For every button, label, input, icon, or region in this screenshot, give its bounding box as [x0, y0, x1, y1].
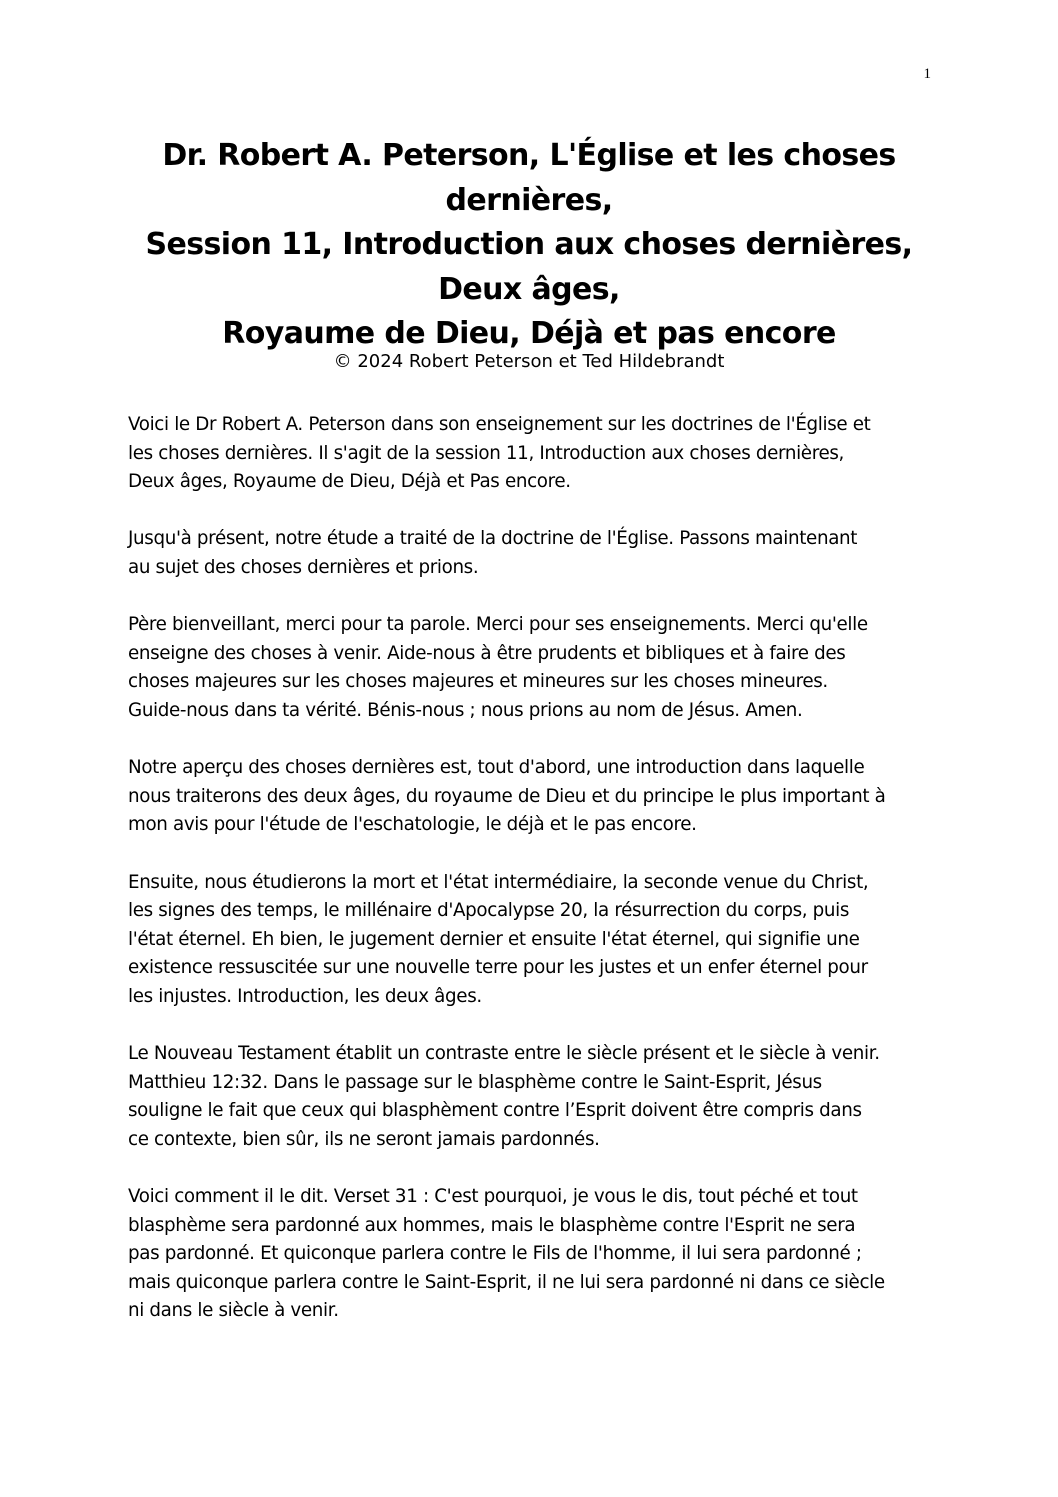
- paragraph-line: nous traiterons des deux âges, du royaume de Dieu et du principe le plus important à: [128, 785, 886, 807]
- paragraph: [128, 611, 940, 725]
- paragraph-line: Voici le Dr Robert A. Peterson dans son enseignement sur les doctrines de l'Église et: [128, 414, 871, 435]
- document-body: [128, 411, 940, 1355]
- paragraph: [128, 525, 940, 582]
- paragraph-line: Père bienveillant, merci pour ta parole. Merci pour ses enseignements. Merci qu'elle: [128, 614, 868, 636]
- paragraph: [128, 411, 940, 497]
- paragraph-line: Deux âges, Royaume de Dieu, Déjà et Pas encore.: [128, 471, 571, 493]
- paragraph-line: Matthieu 12:32. Dans le passage sur le blasphème contre le Saint-Esprit, Jésus: [128, 1071, 822, 1093]
- paragraph-line: mon avis pour l'étude de l'eschatologie, le déjà et le pas encore.: [128, 814, 697, 836]
- document-header: [128, 134, 930, 377]
- paragraph-line: enseigne des choses à venir. Aide-nous à être prudents et bibliques et à faire des: [128, 642, 846, 664]
- title-line: Dr. Robert A. Peterson, L'Église et les choses: [162, 138, 896, 173]
- title-line: Royaume de Dieu, Déjà et pas encore: [222, 316, 836, 351]
- paragraph: [128, 869, 940, 1012]
- paragraph-line: au sujet des choses dernières et prions.: [128, 556, 479, 578]
- paragraph-line: choses majeures sur les choses majeures et mineures sur les choses mineures.: [128, 671, 828, 693]
- paragraph-line: Guide-nous dans ta vérité. Bénis-nous ; nous prions au nom de Jésus. Amen.: [128, 699, 803, 721]
- page-number: 1: [923, 66, 931, 82]
- paragraph-line: Le Nouveau Testament établit un contraste entre le siècle présent et le siècle à venir.: [128, 1043, 880, 1065]
- paragraph-line: existence ressuscitée sur une nouvelle terre pour les justes et un enfer éternel pour: [128, 957, 868, 979]
- paragraph-line: les signes des temps, le millénaire d'Apocalypse 20, la résurrection du corps, puis: [128, 900, 850, 922]
- paragraph-line: pas pardonné. Et quiconque parlera contre le Fils de l'homme, il lui sera pardonné ;: [128, 1243, 862, 1265]
- paragraph-line: souligne le fait que ceux qui blasphèment contre l’Esprit doivent être compris dans: [128, 1100, 862, 1122]
- title-line: Session 11, Introduction aux choses dernières,: [145, 227, 913, 262]
- paragraph: [128, 1183, 940, 1326]
- copyright-notice: © 2024 Robert Peterson et Ted Hildebrandt: [333, 350, 725, 372]
- paragraph-line: ni dans le siècle à venir.: [128, 1300, 339, 1322]
- paragraph-line: Ensuite, nous étudierons la mort et l'état intermédiaire, la seconde venue du Christ,: [128, 871, 869, 893]
- title-line: Deux âges,: [438, 271, 620, 307]
- paragraph-line: l'état éternel. Eh bien, le jugement dernier et ensuite l'état éternel, qui signifie une: [128, 928, 860, 950]
- paragraph-line: ce contexte, bien sûr, ils ne seront jamais pardonnés.: [128, 1128, 600, 1150]
- paragraph-line: mais quiconque parlera contre le Saint-Esprit, il ne lui sera pardonné ni dans ce siècle: [128, 1271, 885, 1293]
- paragraph: [128, 754, 940, 840]
- paragraph: [128, 1040, 940, 1154]
- paragraph-line: blasphème sera pardonné aux hommes, mais le blasphème contre l'Esprit ne sera: [128, 1214, 856, 1236]
- paragraph-line: les injustes. Introduction, les deux âges.: [128, 985, 482, 1007]
- paragraph-line: Jusqu'à présent, notre étude a traité de la doctrine de l'Église. Passons maintenant: [128, 528, 858, 550]
- title-line: dernières,: [445, 182, 613, 218]
- paragraph-line: Notre aperçu des choses dernières est, tout d'abord, une introduction dans laquelle: [128, 757, 865, 779]
- paragraph-line: Voici comment il le dit. Verset 31 : C'est pourquoi, je vous le dis, tout péché et tout: [128, 1186, 858, 1208]
- paragraph-line: les choses dernières. Il s'agit de la session 11, Introduction aux choses dernières,: [128, 442, 844, 464]
